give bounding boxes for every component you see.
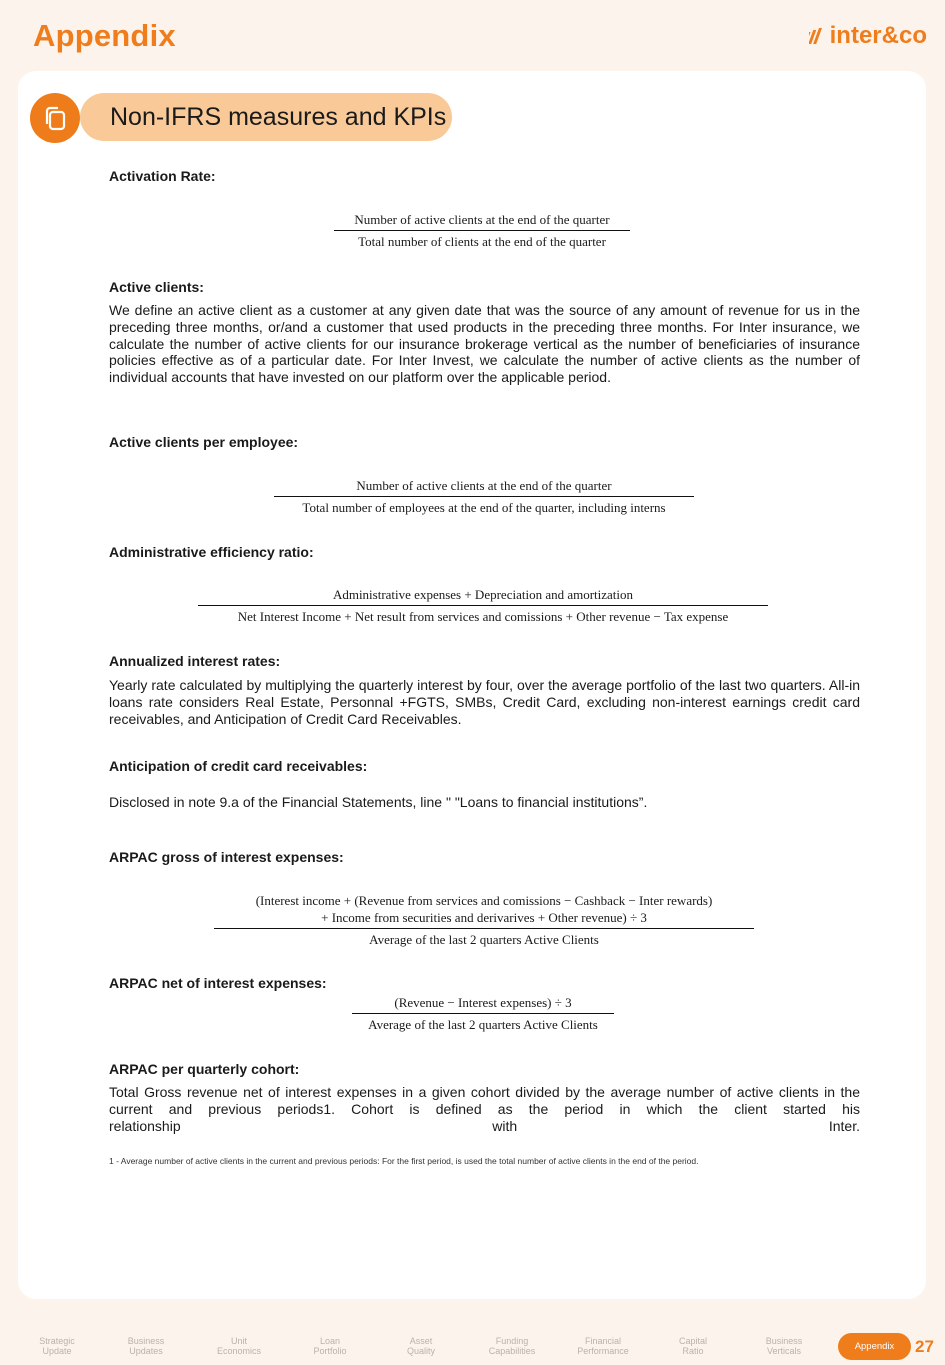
nav-unit-economics[interactable] (209, 1336, 269, 1356)
nav-label-line1: Business (765, 1336, 803, 1346)
nav-business-updates[interactable] (116, 1336, 176, 1356)
nav-label-line2: Capabilities (488, 1346, 536, 1356)
per-employee-heading: Active clients per employee: (109, 434, 299, 450)
fraction-bar (334, 230, 630, 231)
anticipation-text: Disclosed in note 9.a of the Financial Statements, line " "Loans to financial institutions”. (109, 794, 648, 810)
formula-denominator: Total number of clients at the end of the quarter (358, 234, 606, 249)
arpac-net-formula (352, 994, 614, 1033)
nav-label-line1: Funding (495, 1336, 529, 1346)
nav-financial-performance[interactable] (573, 1336, 633, 1356)
nav-label-line1: Capital (678, 1336, 707, 1346)
nav-label-line2: Updates (129, 1346, 163, 1356)
formula-numerator: (Revenue − Interest expenses) ÷ 3 (394, 995, 572, 1010)
page-number: 27 (915, 1337, 934, 1356)
fraction-bar (214, 928, 754, 929)
nav-label-line2: Portfolio (313, 1346, 347, 1356)
nav-appendix[interactable]: Appendix (838, 1333, 911, 1360)
fraction-bar (352, 1013, 614, 1014)
arpac-cohort-text-last: relationship with Inter. (109, 1117, 860, 1134)
fraction-bar (198, 605, 768, 606)
active-clients-text: We define an active client as a customer at any given date that was the source of any amount of revenue for us in the preceding three months, or/and a customer that used products in the preceding three months. For Inter insurance, we calculate the number of active clients for our insurance brokerage vertical as the number of beneficiaries of insurance policies effective as of a particular date. For Inter Invest, we calculate the number of active clients as the number of individual accounts that have invested on our platform over the applicable period. (109, 302, 860, 386)
per-employee-formula (274, 477, 694, 516)
arpac-cohort-text (109, 1084, 860, 1134)
nav-label-line1: Business (127, 1336, 165, 1346)
nav-label-line2: Quality (406, 1346, 435, 1356)
logo-stripes-icon (809, 28, 827, 44)
nav-label-line1: Strategic (39, 1336, 75, 1346)
activation-rate-formula (334, 211, 630, 250)
formula-denominator: Net Interest Income + Net result from services and comissions + Other revenue − Tax expense (237, 609, 729, 624)
formula-numerator-line1: (Interest income + (Revenue from services and comissions − Cashback − Inter rewards) (255, 893, 713, 908)
annualized-rates-heading: Annualized interest rates: (109, 653, 281, 669)
formula-denominator: Total number of employees at the end of the quarter, including interns (302, 500, 666, 515)
fraction-bar (274, 496, 694, 497)
nav-label-line2: Verticals (766, 1346, 801, 1356)
admin-efficiency-heading: Administrative efficiency ratio: (109, 544, 314, 560)
nav-label-line1: Asset (409, 1336, 433, 1346)
nav-capital-ratio[interactable] (663, 1336, 723, 1356)
nav-business-verticals[interactable] (754, 1336, 814, 1356)
arpac-cohort-heading: ARPAC per quarterly cohort: (109, 1061, 300, 1077)
nav-label-line1: Unit (230, 1336, 247, 1346)
active-clients-heading: Active clients: (109, 279, 204, 295)
formula-numerator: Number of active clients at the end of the quarter (354, 212, 610, 227)
inter-co-logo[interactable] (809, 22, 927, 50)
formula-denominator: Average of the last 2 quarters Active Clients (368, 1017, 598, 1032)
logo-text: inter&co (829, 22, 927, 49)
nav-asset-quality[interactable] (391, 1336, 451, 1356)
admin-efficiency-formula (198, 586, 768, 625)
nav-label-line2: Performance (577, 1346, 629, 1356)
nav-label-line1: Financial (584, 1336, 622, 1346)
formula-numerator: Number of active clients at the end of the quarter (356, 478, 612, 493)
nav-loan-portfolio[interactable] (300, 1336, 360, 1356)
nav-strategic-update[interactable] (27, 1336, 87, 1356)
arpac-cohort-text-body: Total Gross revenue net of interest expenses in a given cohort divided by the average number of active clients in the current and previous periods1. Cohort is defined as the period in which the client started his (109, 1084, 860, 1117)
nav-funding-capabilities[interactable] (482, 1336, 542, 1356)
formula-numerator-line2: + Income from securities and derivarives + Other revenue) ÷ 3 (321, 910, 647, 925)
annualized-rates-text: Yearly rate calculated by multiplying the quarterly interest by four, over the average portfolio of the last two quarters. All-in loans rate considers Real Estate, Personnal +FGTS, SMBs, Credit Card, excluding non-interest earnings credit card receivables, and Anticipation of Credit Card Receivables. (109, 677, 860, 727)
section-title: Non-IFRS measures and KPIs (80, 93, 452, 141)
arpac-gross-heading: ARPAC gross of interest expenses: (109, 849, 344, 865)
copy-icon (30, 93, 80, 143)
arpac-gross-formula (214, 892, 754, 948)
nav-label-line1: Loan (319, 1336, 341, 1346)
formula-numerator: Administrative expenses + Depreciation and amortization (332, 587, 634, 602)
activation-rate-heading: Activation Rate: (109, 168, 216, 184)
nav-label-line2: Update (42, 1346, 72, 1356)
page-title: Appendix (33, 18, 176, 53)
nav-label-line2: Economics (216, 1346, 261, 1356)
anticipation-heading: Anticipation of credit card receivables: (109, 758, 368, 774)
nav-label-line2: Ratio (682, 1346, 704, 1356)
arpac-net-heading: ARPAC net of interest expenses: (109, 975, 327, 991)
formula-denominator: Average of the last 2 quarters Active Clients (369, 932, 599, 947)
footnote: 1 - Average number of active clients in the current and previous periods: For the first period, is used the total number of active clients in the end of the period. (109, 1156, 699, 1166)
